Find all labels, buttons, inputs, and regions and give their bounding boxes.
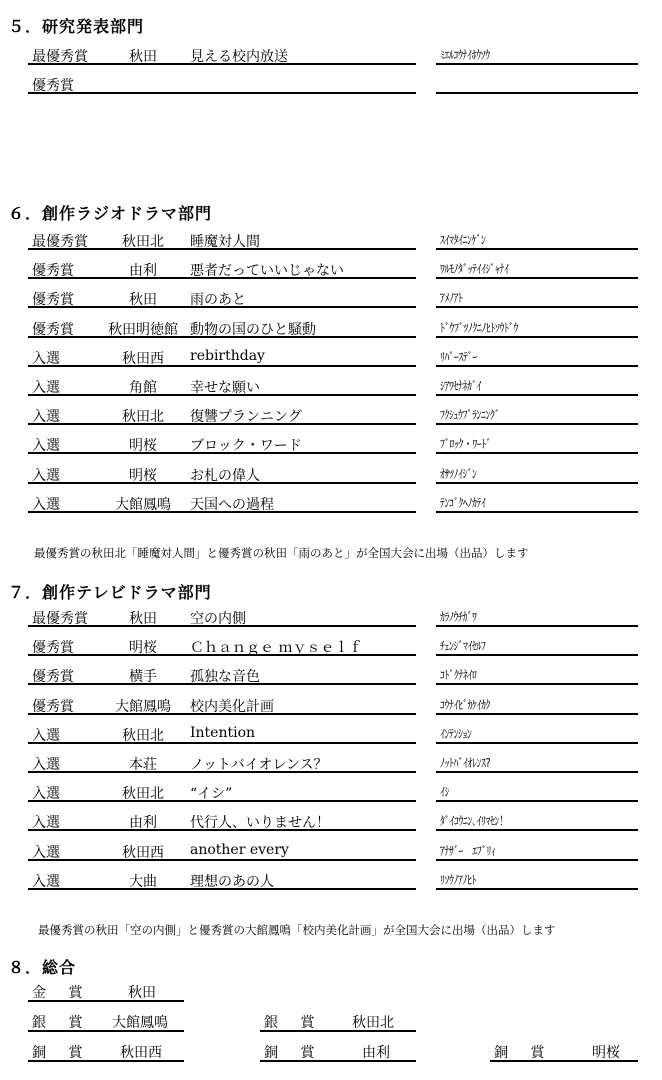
work-title: 空の内側	[190, 611, 246, 627]
underline	[436, 248, 638, 250]
work-kana: ﾌﾞﾛｯｸ・ﾜｰﾄﾞ	[440, 437, 491, 452]
table-row	[0, 632, 662, 661]
table-row	[0, 749, 662, 778]
section6-title: ６．創作ラジオドラマ部門	[8, 204, 213, 223]
table-row	[0, 460, 662, 489]
award-label: 優秀賞	[32, 263, 74, 280]
underline	[28, 336, 416, 338]
work-title: 見える校内放送	[190, 49, 288, 65]
section8-title: ８．総合	[8, 958, 77, 977]
underline	[436, 92, 638, 94]
school-name: 大館鳳鳴	[115, 496, 171, 513]
school-name: 明桜	[129, 438, 157, 455]
underline	[436, 683, 638, 685]
award-label: 入選	[32, 815, 60, 832]
award-label: 入選	[32, 873, 60, 890]
school-name: 本荘	[129, 757, 157, 773]
work-title: ブロック・ワード	[190, 438, 302, 455]
award-label: 優秀賞	[32, 78, 74, 94]
table-row	[0, 489, 662, 518]
underline	[436, 654, 638, 656]
underline	[28, 452, 416, 454]
underline	[28, 829, 416, 831]
work-title: “イシ”	[190, 786, 233, 803]
award-label: 入選	[32, 727, 60, 744]
school-name: 大館鳳鳴	[115, 698, 171, 715]
underline	[436, 742, 638, 744]
table-row	[0, 255, 662, 284]
school-name: 秋田	[129, 292, 157, 309]
gold-award-label: 金 賞	[32, 985, 92, 1001]
school-name: 由利	[129, 263, 157, 280]
award-label: 優秀賞	[32, 321, 74, 338]
silver-award-label-2: 銀 賞	[264, 1015, 324, 1031]
work-kana: ﾌｸｼｭｳﾌﾟﾗﾝﾆﾝｸﾞ	[440, 408, 500, 423]
underline	[28, 423, 416, 425]
work-kana: ﾜﾙﾓﾉﾀﾞｯﾃｲｲｼﾞｬﾅｲ	[440, 262, 509, 277]
table-row	[0, 430, 662, 459]
table-row	[0, 401, 662, 430]
underline	[28, 888, 416, 890]
table-row	[0, 314, 662, 343]
table-row	[0, 372, 662, 401]
work-kana: ｽｲﾏﾀｲﾆﾝｹﾞﾝ	[440, 233, 486, 247]
bronze-school-3: 明桜	[592, 1045, 620, 1061]
bronze-award-label-3: 銅 賞	[494, 1045, 554, 1061]
table-row	[0, 807, 662, 836]
underline	[28, 277, 416, 279]
underline	[28, 1030, 184, 1032]
underline	[436, 888, 638, 890]
school-name: 明桜	[129, 640, 157, 657]
award-label: 入選	[32, 757, 60, 773]
work-title: 孤独な音色	[190, 669, 260, 686]
table-row	[0, 226, 662, 255]
award-label: 入選	[32, 786, 60, 803]
work-title: 動物の国のひと騒動	[190, 321, 316, 338]
work-title: 天国への過程	[190, 496, 274, 513]
underline	[436, 365, 638, 367]
school-name: 秋田北	[122, 727, 164, 744]
underline	[436, 625, 638, 627]
work-kana: ﾁｪﾝｼﾞﾏｲｾﾙﾌ	[440, 639, 486, 654]
award-label: 最優秀賞	[32, 234, 88, 250]
underline	[28, 859, 416, 861]
underline	[28, 482, 416, 484]
underline	[436, 63, 638, 65]
section6-note: 最優秀賞の秋田北「睡魔対人間」と優秀賞の秋田「雨のあと」が全国大会に出場（出品）します	[34, 546, 529, 560]
school-name: 大曲	[129, 873, 157, 890]
work-title: Ｃｈａｎｇｅ ｍｙｓｅｌｆ	[190, 640, 363, 657]
work-kana: ｱﾅｻﾞｰ ｴﾌﾞﾘｨ	[440, 843, 496, 858]
work-title: 幸せな願い	[190, 380, 260, 396]
underline	[490, 1060, 638, 1062]
underline	[436, 829, 638, 831]
underline	[260, 1030, 416, 1032]
underline	[436, 394, 638, 396]
table-row	[0, 661, 662, 690]
bronze-award-label-2: 銅 賞	[264, 1045, 324, 1061]
underline	[28, 625, 416, 627]
silver-school-1: 大館鳳鳴	[112, 1015, 168, 1031]
work-kana: ﾘﾊﾞｰｽﾃﾞｰ	[440, 349, 477, 364]
underline	[260, 1060, 416, 1062]
award-label: 優秀賞	[32, 640, 74, 657]
work-title: 代行人、いりません！	[190, 815, 330, 832]
work-title: 悪者だっていいじゃない	[190, 263, 344, 280]
table-row	[0, 778, 662, 807]
work-kana: ﾄﾞｳﾌﾞﾂﾉｸﾆﾉﾋﾄｿｳﾄﾞｳ	[440, 320, 518, 335]
school-name: 秋田西	[122, 350, 164, 367]
underline	[436, 859, 638, 861]
work-kana: ﾀﾞｲｺｳﾆﾝ､ｲﾘﾏｾﾝ！	[440, 814, 509, 829]
underline	[28, 654, 416, 656]
school-name: 秋田北	[122, 786, 164, 803]
work-title: rebirthday	[190, 347, 265, 364]
work-title: お札の偉人	[190, 467, 260, 484]
table-row	[0, 691, 662, 720]
table-row	[0, 343, 662, 372]
work-title: another every	[190, 841, 289, 858]
work-kana: ｲﾝﾃﾝｼｮﾝ	[440, 726, 472, 741]
underline	[28, 742, 416, 744]
underline	[28, 92, 416, 94]
award-label: 優秀賞	[32, 292, 74, 309]
underline	[436, 482, 638, 484]
bronze-school-2: 由利	[362, 1045, 390, 1061]
bronze-award-label-1: 銅 賞	[32, 1045, 92, 1061]
award-label: 入選	[32, 438, 60, 455]
underline	[28, 394, 416, 396]
underline	[436, 511, 638, 513]
work-kana: ﾐｴﾙｺｳﾅｲﾎｳｿｳ	[440, 48, 490, 62]
award-label: 最優秀賞	[32, 49, 88, 65]
underline	[28, 365, 416, 367]
work-kana: ｲｼ	[440, 785, 450, 800]
gold-school: 秋田	[128, 985, 156, 1001]
work-kana: ﾘｿｳﾉｱﾉﾋﾄ	[440, 872, 477, 887]
work-title: 校内美化計画	[190, 698, 274, 715]
award-label: 入選	[32, 496, 60, 513]
work-title: ノットバイオレンス？	[190, 757, 328, 773]
underline	[436, 771, 638, 773]
award-label: 入選	[32, 844, 60, 861]
underline	[28, 771, 416, 773]
work-kana: ｵｻﾂﾉｲｼﾞﾝ	[440, 466, 477, 481]
school-name: 由利	[129, 815, 157, 832]
school-name: 角館	[129, 380, 157, 396]
school-name: 秋田明徳館	[108, 321, 178, 338]
underline	[28, 511, 416, 513]
work-kana: ﾉｯﾄﾊﾞｲｵﾚﾝｽ?	[440, 756, 491, 770]
underline	[436, 277, 638, 279]
bronze-school-1: 秋田西	[120, 1045, 162, 1061]
award-label: 入選	[32, 409, 60, 426]
work-kana: ｱﾒﾉｱﾄ	[440, 291, 463, 306]
work-title: 睡魔対人間	[190, 234, 260, 250]
table-row	[0, 284, 662, 313]
work-kana: ｶﾗﾉｳﾁｶﾞﾜ	[440, 610, 477, 624]
school-name: 秋田北	[122, 234, 164, 250]
award-label: 優秀賞	[32, 669, 74, 686]
work-kana: ｺﾄﾞｸﾅﾈｲﾛ	[440, 668, 477, 683]
award-label: 最優秀賞	[32, 611, 88, 627]
underline	[436, 306, 638, 308]
table-row	[0, 837, 662, 866]
underline	[28, 1060, 184, 1062]
school-name: 横手	[129, 669, 157, 686]
section5-row-2	[0, 70, 662, 99]
section5-title: ５．研究発表部門	[8, 17, 145, 36]
section5-row-1	[0, 41, 662, 70]
underline	[28, 713, 416, 715]
underline	[436, 423, 638, 425]
award-label: 入選	[32, 467, 60, 484]
school-name: 秋田北	[122, 409, 164, 426]
work-kana: ｼｱﾜｾﾅﾈｶﾞｲ	[440, 379, 482, 393]
work-kana: ﾃﾝｺﾞｸﾍﾉｶﾃｲ	[440, 495, 486, 510]
underline	[28, 306, 416, 308]
school-name: 秋田西	[122, 844, 164, 861]
work-title: 雨のあと	[190, 292, 246, 309]
underline	[436, 336, 638, 338]
work-kana: ｺｳﾅｲﾋﾞｶｹｲｶｸ	[440, 697, 491, 712]
table-row	[0, 720, 662, 749]
work-title: 復讐プランニング	[190, 409, 302, 426]
award-label: 優秀賞	[32, 698, 74, 715]
award-label: 入選	[32, 380, 60, 396]
underline	[436, 800, 638, 802]
underline	[28, 63, 416, 65]
section7-title: ７．創作テレビドラマ部門	[8, 583, 212, 602]
award-label: 入選	[32, 350, 60, 367]
underline	[436, 452, 638, 454]
silver-award-label-1: 銀 賞	[32, 1015, 92, 1031]
silver-school-2: 秋田北	[352, 1015, 394, 1031]
work-title: 理想のあの人	[190, 873, 274, 890]
work-title: Intention	[190, 724, 256, 741]
table-row	[0, 603, 662, 632]
underline	[436, 713, 638, 715]
underline	[28, 800, 416, 802]
underline	[28, 248, 416, 250]
section7-note: 最優秀賞の秋田「空の内側」と優秀賞の大館鳳鳴「校内美化計画」が全国大会に出場（出品）します	[38, 923, 556, 937]
school-name: 秋田	[129, 611, 157, 627]
table-row	[0, 866, 662, 895]
school-name: 明桜	[129, 467, 157, 484]
underline	[28, 683, 416, 685]
school-name: 秋田	[129, 49, 157, 65]
underline	[28, 1000, 184, 1002]
